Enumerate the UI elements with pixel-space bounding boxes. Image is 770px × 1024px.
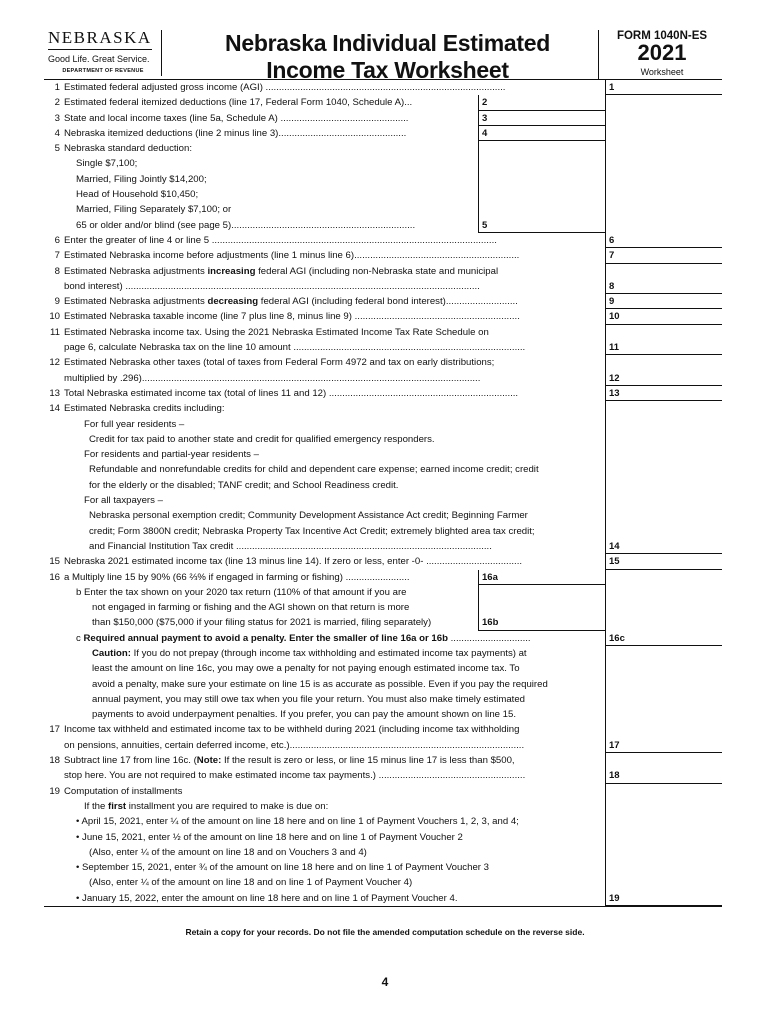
line-number: 11 — [50, 326, 60, 338]
line-text — [64, 784, 722, 799]
worksheet-line — [44, 279, 722, 294]
worksheet-line — [44, 768, 722, 783]
column-rule — [605, 615, 606, 630]
amount-field[interactable] — [625, 891, 722, 906]
column-rule — [605, 845, 606, 860]
column-rule — [605, 753, 606, 768]
line-number: 10 — [49, 311, 60, 323]
line-box-label: 8 — [605, 279, 625, 294]
line-text — [92, 600, 476, 615]
line-text — [76, 814, 722, 829]
line-text-part: Nebraska standard deduction: — [64, 143, 192, 155]
line-text — [64, 355, 722, 370]
worksheet-line — [44, 478, 722, 493]
column-rule — [605, 875, 606, 890]
worksheet-line — [44, 799, 722, 814]
column-rule — [605, 677, 606, 692]
line-text-part: Married, Filing Jointly $14,200; — [76, 173, 207, 185]
amount-field[interactable] — [625, 554, 722, 569]
amount-field[interactable] — [625, 279, 722, 294]
line-box-label: 16c — [605, 631, 625, 646]
line-text — [64, 722, 722, 737]
line-text-bold: Required annual payment to avoid a penalty. Enter the smaller of line 16a or 16b — [83, 632, 448, 644]
worksheet-line — [44, 845, 722, 860]
line-text — [89, 462, 722, 477]
line-number: 7 — [54, 250, 60, 262]
line-text — [92, 692, 722, 707]
amount-field[interactable] — [625, 386, 722, 401]
line-text-part: Estimated Nebraska other taxes (total of taxes from Federal Form 4972 and tax on early distributions; — [64, 357, 495, 369]
line-text — [64, 401, 722, 416]
line-number: 18 — [49, 755, 60, 767]
line-text-part: Enter the greater of line 4 or line 5 ........................................................................................................... — [64, 234, 497, 246]
form-divider — [598, 30, 599, 80]
line-text-part: c — [76, 632, 84, 644]
line-text — [89, 432, 722, 447]
worksheet-line — [44, 111, 722, 126]
line-text-part: If the — [84, 800, 108, 812]
page-number: 4 — [381, 975, 389, 989]
line-text-part: Married, Filing Separately $7,100; or — [76, 204, 232, 216]
line-text-part: If you do not prepay (through income tax withholding and estimated income tax payments) at — [130, 647, 527, 659]
line-box-label: 10 — [605, 309, 625, 324]
title-line-2: Income Tax Worksheet — [266, 57, 509, 83]
worksheet-line — [44, 585, 722, 600]
line-text-part: Head of Household $10,450; — [76, 189, 199, 201]
line-text-part: Nebraska itemized deductions (line 2 minus line 3)................................................ — [64, 127, 407, 139]
line-box-label: 5 — [478, 218, 500, 233]
line-text-part: For all taxpayers – — [84, 495, 163, 507]
worksheet-line — [44, 753, 722, 768]
column-rule — [605, 141, 606, 156]
line-text-part: • June 15, 2021, enter ½ of the amount on line 18 here and on line 1 of Payment Voucher 2 — [76, 831, 463, 843]
column-rule — [605, 722, 606, 737]
worksheet-line — [44, 891, 722, 906]
worksheet-line — [44, 294, 722, 309]
worksheet-line — [44, 615, 722, 630]
line-text-part: a Multiply line 15 by 90% (66 ⅔% if engaged in farming or fishing) ........................ — [64, 571, 410, 583]
worksheet-line — [44, 248, 722, 263]
worksheet-line — [44, 814, 722, 829]
column-rule — [605, 646, 606, 661]
worksheet-line — [44, 738, 722, 753]
line-text — [84, 447, 722, 462]
worksheet-line — [44, 233, 722, 248]
line-number: 16 — [49, 571, 60, 583]
line-number: 8 — [54, 265, 60, 277]
line-text-part: on pensions, annuities, certain deferred income, etc.)........................................................................................ — [64, 739, 525, 751]
column-rule — [605, 462, 606, 477]
line-text-part: Computation of installments — [64, 785, 183, 797]
worksheet-line — [44, 524, 722, 539]
column-rule — [605, 401, 606, 416]
line-text — [64, 126, 476, 141]
line-text — [64, 570, 476, 585]
line-text-part: • April 15, 2021, enter ¼ of the amount on line 18 here and on line 1 of Payment Vouchers 1, 2, 3, and 4; — [76, 816, 519, 828]
column-rule — [605, 218, 606, 233]
worksheet-line — [44, 631, 722, 646]
line-text — [64, 141, 476, 156]
amount-field[interactable] — [500, 111, 605, 126]
footer-note: Retain a copy for your records. Do not file the amended computation schedule on the reverse side. — [185, 927, 585, 937]
line-box-label: 16a — [478, 570, 500, 585]
worksheet-line — [44, 677, 722, 692]
column-rule — [605, 493, 606, 508]
logo-name: NEBRASKA — [48, 28, 152, 50]
line-text-part: Estimated federal itemized deductions (line 17, Federal Form 1040, Schedule A)... — [64, 97, 413, 109]
worksheet-line — [44, 187, 722, 202]
line-text-part: 65 or older and/or blind (see page 5)..................................................................... — [76, 219, 416, 231]
line-text — [64, 111, 476, 126]
worksheet-bottom-rule — [44, 906, 722, 907]
worksheet-line — [44, 172, 722, 187]
amount-field[interactable] — [500, 95, 605, 110]
line-box-label: 13 — [605, 386, 625, 401]
line-text-bold: increasing — [207, 265, 256, 277]
worksheet-line — [44, 309, 722, 324]
worksheet-line — [44, 830, 722, 845]
line-box-label: 18 — [605, 768, 625, 783]
line-text-part: Estimated Nebraska adjustments — [64, 296, 208, 308]
line-text-part: Nebraska personal exemption credit; Community Development Assistance Act credit; Beginning Farmer — [89, 510, 528, 522]
line-number: 9 — [54, 296, 60, 308]
worksheet-line — [44, 554, 722, 569]
column-rule — [605, 478, 606, 493]
column-rule — [478, 156, 479, 171]
line-text-part: Income tax withheld and estimated income tax to be withheld during 2021 (including income tax withholding — [64, 724, 520, 736]
form-identifier — [602, 30, 722, 77]
worksheet-line — [44, 570, 722, 585]
line-number: 4 — [54, 127, 60, 139]
worksheet-line — [44, 386, 722, 401]
amount-field[interactable] — [625, 539, 722, 554]
column-rule — [605, 814, 606, 829]
line-text-part: Estimated Nebraska income tax. Using the 2021 Nebraska Estimated Income Tax Rate Schedule on — [64, 326, 489, 338]
amount-field[interactable] — [625, 248, 722, 263]
line-text-part: installment you are required to make is due on: — [126, 800, 329, 812]
line-text — [64, 753, 722, 768]
worksheet-line — [44, 218, 722, 233]
line-text-part: page 6, calculate Nebraska tax on the line 10 amount ....................................................................................... — [64, 342, 526, 354]
line-text — [92, 646, 722, 661]
line-number: 17 — [49, 724, 60, 736]
line-text-part: and Financial Institution Tax credit ................................................................................................ — [89, 540, 492, 552]
worksheet-line — [44, 722, 722, 737]
line-text-part: Subtract line 17 from line 16c. ( — [64, 755, 197, 767]
column-rule — [605, 799, 606, 814]
worksheet-line — [44, 646, 722, 661]
line-text-part: Total Nebraska estimated income tax (total of lines 11 and 12) ....................................................................... — [64, 387, 519, 399]
line-box-label: 15 — [605, 554, 625, 569]
line-text — [76, 202, 476, 217]
line-text-part: Nebraska 2021 estimated income tax (line 13 minus line 14). If zero or less, enter -0- .................................... — [64, 556, 523, 568]
form-kind: Worksheet — [640, 67, 684, 77]
column-rule — [478, 187, 479, 202]
line-box-label: 19 — [605, 891, 625, 906]
line-text — [84, 493, 722, 508]
line-number: 3 — [54, 112, 60, 124]
worksheet-line — [44, 600, 722, 615]
line-text-part: payments to avoid underpayment penalties. If you prefer, you can pay the amount shown on line 15. — [92, 709, 516, 721]
worksheet-line — [44, 401, 722, 416]
line-box-label: 17 — [605, 738, 625, 753]
line-text-part: (Also, enter ¼ of the amount on line 18 and on Vouchers 3 and 4) — [89, 846, 367, 858]
line-box-label: 6 — [605, 233, 625, 248]
line-text-part: • January 15, 2022, enter the amount on line 18 here and on line 1 of Payment Voucher 4. — [76, 892, 458, 904]
column-rule — [605, 95, 606, 110]
column-rule — [605, 784, 606, 799]
column-rule — [605, 432, 606, 447]
line-text-part: bond interest) ..................................................................................................................................... — [64, 280, 480, 292]
line-text-part: federal AGI (including federal bond interest)........................... — [258, 296, 518, 308]
line-number: 13 — [49, 387, 60, 399]
worksheet-line — [44, 692, 722, 707]
line-text — [89, 845, 722, 860]
line-text — [92, 661, 722, 676]
worksheet-line — [44, 156, 722, 171]
column-rule — [605, 417, 606, 432]
line-text — [92, 677, 722, 692]
column-rule — [605, 202, 606, 217]
column-rule — [605, 126, 606, 141]
line-text — [92, 707, 722, 722]
line-text-bold: first — [108, 800, 127, 812]
worksheet-lines — [44, 80, 722, 907]
line-text — [76, 156, 476, 171]
worksheet-line — [44, 493, 722, 508]
line-number: 12 — [49, 357, 60, 369]
form-year: 2021 — [637, 40, 687, 65]
line-box-label: 2 — [478, 95, 500, 110]
line-number: 1 — [54, 82, 60, 93]
column-rule — [605, 830, 606, 845]
column-rule — [605, 570, 606, 585]
amount-field[interactable] — [625, 233, 722, 248]
line-text-part: Estimated Nebraska adjustments — [64, 265, 208, 277]
line-text — [89, 508, 722, 523]
line-box-label: 9 — [605, 294, 625, 309]
page-title — [195, 30, 580, 84]
column-rule — [605, 187, 606, 202]
column-rule — [478, 172, 479, 187]
column-rule — [605, 692, 606, 707]
amount-field[interactable] — [500, 218, 605, 233]
line-box-label: 14 — [605, 539, 625, 554]
line-text-part: than $150,000 ($75,000 if your filing status for 2021 is married, filing separately) — [92, 617, 432, 629]
line-number: 14 — [49, 403, 60, 415]
worksheet-line — [44, 417, 722, 432]
logo-department: DEPARTMENT OF REVENUE — [62, 68, 144, 74]
line-box-label: 4 — [478, 126, 500, 141]
worksheet-line — [44, 707, 722, 722]
worksheet-line — [44, 325, 722, 340]
line-text-part: For residents and partial-year residents – — [84, 449, 259, 461]
amount-field[interactable] — [625, 309, 722, 324]
column-rule — [605, 447, 606, 462]
logo-divider — [161, 30, 162, 76]
column-rule — [605, 707, 606, 722]
nebraska-logo — [48, 28, 158, 74]
line-text-part: b Enter the tax shown on your 2020 tax return (110% of that amount if you are — [76, 586, 407, 598]
line-text — [76, 172, 476, 187]
column-rule — [605, 600, 606, 615]
line-text — [76, 187, 476, 202]
line-text-part: least the amount on line 16c, you may owe a penalty for not paying enough estimated income tax. To — [92, 663, 520, 675]
column-rule — [605, 508, 606, 523]
amount-field[interactable] — [625, 371, 722, 386]
line-text-part: State and local income taxes (line 5a, Schedule A) ................................................ — [64, 112, 409, 124]
worksheet-line — [44, 875, 722, 890]
line-text — [84, 417, 722, 432]
amount-field[interactable] — [625, 738, 722, 753]
line-box-label: 16b — [478, 615, 500, 630]
column-rule — [605, 172, 606, 187]
line-text — [64, 95, 476, 110]
worksheet-line — [44, 340, 722, 355]
amount-field[interactable] — [625, 631, 722, 646]
worksheet-line — [44, 508, 722, 523]
worksheet-line — [44, 126, 722, 141]
line-text-part: Estimated federal adjusted gross income (AGI) .......................................................................................... — [64, 82, 506, 93]
worksheet-line — [44, 860, 722, 875]
column-rule — [605, 355, 606, 370]
line-text-part: (Also, enter ¼ of the amount on line 18 and on line 1 of Payment Voucher 4) — [89, 877, 413, 889]
line-text-part: • September 15, 2021, enter ¾ of the amount on line 18 here and on line 1 of Payment Voucher 3 — [76, 862, 489, 874]
line-text-part: Estimated Nebraska income before adjustments (line 1 minus line 6).............................................................. — [64, 250, 520, 262]
worksheet-line — [44, 141, 722, 156]
line-text-part: Estimated Nebraska taxable income (line 7 plus line 8, minus line 9) .............................................................. — [64, 311, 520, 323]
line-text — [64, 264, 722, 279]
column-rule — [605, 156, 606, 171]
amount-field[interactable] — [500, 615, 605, 630]
column-rule — [478, 600, 479, 615]
worksheet-line — [44, 462, 722, 477]
line-text-bold: Note: — [196, 755, 222, 767]
line-box-label: 12 — [605, 371, 625, 386]
line-text-part: Credit for tax paid to another state and credit for qualified emergency responders. — [89, 433, 435, 445]
worksheet-line — [44, 355, 722, 370]
amount-field[interactable] — [625, 80, 722, 95]
worksheet-line — [44, 80, 722, 95]
line-box-label: 7 — [605, 248, 625, 263]
line-text — [89, 875, 722, 890]
column-rule — [478, 141, 479, 156]
line-text — [84, 799, 722, 814]
worksheet-line — [44, 95, 722, 110]
line-text — [89, 524, 722, 539]
line-text-part: Single $7,100; — [76, 158, 138, 170]
worksheet-line — [44, 661, 722, 676]
worksheet-line — [44, 432, 722, 447]
line-text-part: multiplied by .296)............................................................................................................................... — [64, 372, 481, 384]
line-text — [76, 860, 722, 875]
column-rule — [605, 524, 606, 539]
line-number: 5 — [54, 143, 60, 155]
line-number: 19 — [49, 785, 60, 797]
worksheet-line — [44, 264, 722, 279]
line-text — [64, 325, 722, 340]
line-text-bold: Caution: — [92, 647, 131, 659]
form-id: FORM 1040N-ES — [616, 30, 708, 42]
amount-field[interactable] — [500, 570, 605, 585]
line-box-label: 11 — [605, 340, 625, 355]
line-text-part: Refundable and nonrefundable credits for child and dependent care expense; earned income credit; credit — [89, 464, 539, 476]
line-text — [92, 615, 476, 630]
amount-field[interactable] — [625, 294, 722, 309]
amount-field[interactable] — [625, 768, 722, 783]
line-text-part: not engaged in farming or fishing and the AGI shown on that return is more — [92, 602, 410, 614]
line-text — [76, 585, 476, 600]
column-rule — [478, 202, 479, 217]
line-text — [76, 830, 722, 845]
line-text-bold: decreasing — [207, 296, 259, 308]
line-text — [76, 218, 476, 233]
worksheet-line — [44, 784, 722, 799]
line-text-part: federal AGI (including non-Nebraska state and municipal — [255, 265, 499, 277]
line-text-part: For full year residents – — [84, 418, 185, 430]
line-text-part: for the elderly or the disabled; TANF credit; and School Readiness credit. — [89, 479, 399, 491]
line-text-part: .............................. — [447, 632, 531, 644]
line-text-part: annual payment, you may still owe tax when you file your return. You must also make timely estimated — [92, 693, 525, 705]
worksheet-line — [44, 202, 722, 217]
worksheet-line — [44, 447, 722, 462]
line-number: 2 — [54, 97, 60, 109]
column-rule — [478, 585, 479, 600]
line-text — [89, 478, 722, 493]
amount-field[interactable] — [500, 126, 605, 141]
column-rule — [605, 111, 606, 126]
line-box-label: 1 — [605, 80, 625, 95]
title-line-1: Nebraska Individual Estimated — [225, 30, 550, 56]
column-rule — [605, 264, 606, 279]
logo-tagline: Good Life. Great Service. — [48, 54, 150, 64]
column-rule — [605, 585, 606, 600]
line-text-part: avoid a penalty, make sure your estimate on line 15 is as accurate as possible. Even if you pay the required — [92, 678, 548, 690]
amount-field[interactable] — [625, 340, 722, 355]
line-number: 15 — [49, 556, 60, 568]
line-box-label: 3 — [478, 111, 500, 126]
line-text-part: Estimated Nebraska credits including: — [64, 403, 225, 415]
worksheet-line — [44, 371, 722, 386]
line-text-part: If the result is zero or less, or line 15 minus line 17 is less than $500, — [221, 755, 515, 767]
column-rule — [605, 860, 606, 875]
worksheet-line — [44, 539, 722, 554]
line-text-part: stop here. You are not required to make estimated income tax payments.) ....................................................... — [64, 770, 526, 782]
line-text-part: credit; Form 3800N credit; Nebraska Property Tax Incentive Act Credit; extremely blighted area tax credit; — [89, 525, 535, 537]
line-number: 6 — [54, 234, 60, 246]
column-rule — [605, 661, 606, 676]
column-rule — [605, 325, 606, 340]
